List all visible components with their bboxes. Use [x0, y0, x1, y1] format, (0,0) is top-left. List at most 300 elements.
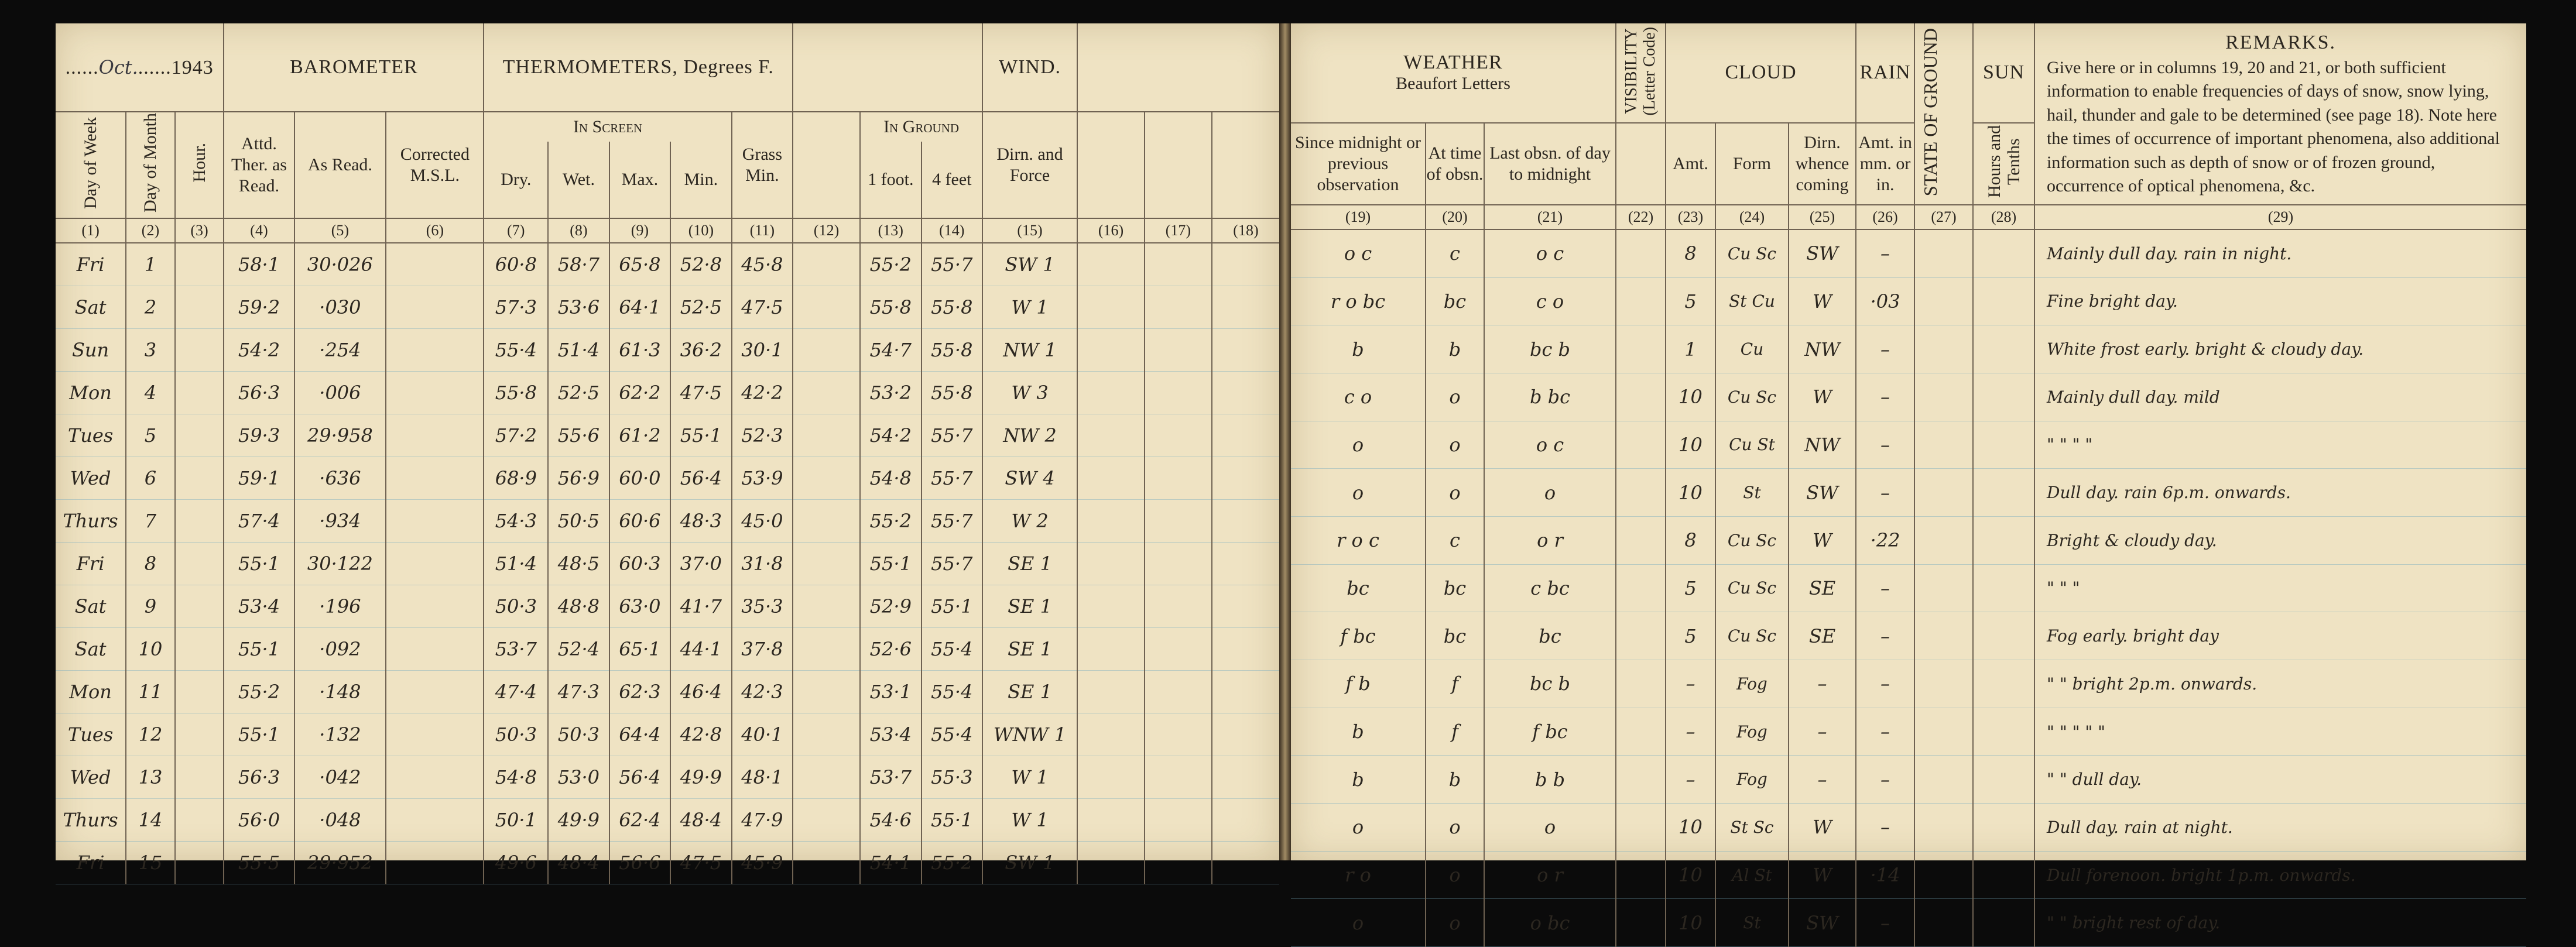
table-row — [1291, 564, 2526, 612]
max-cell: 61·2 — [609, 414, 670, 457]
weather-since-cell: r o — [1291, 851, 1426, 899]
wind-cell: W 1 — [982, 286, 1077, 329]
max-header: Max. — [609, 142, 670, 218]
table-row — [56, 457, 1279, 500]
grass-min-cell: 35·3 — [732, 585, 793, 628]
column-number: (11) — [732, 218, 793, 243]
hour-cell — [175, 671, 224, 713]
state-of-ground-cell — [1914, 421, 1973, 469]
col-16-cell — [1077, 756, 1145, 799]
ground-4feet-cell: 55·8 — [922, 329, 983, 372]
wet-header: Wet. — [548, 142, 609, 218]
remarks-cell: Mainly dull day. mild — [2034, 373, 2526, 421]
ground-4feet-cell: 55·3 — [922, 756, 983, 799]
day-of-month-cell: 3 — [126, 329, 175, 372]
ground-4feet-cell: 55·7 — [922, 457, 983, 500]
cloud-dirn-cell: W — [1789, 804, 1856, 852]
max-cell: 56·4 — [609, 756, 670, 799]
cloud-form-cell: Cu Sc — [1715, 373, 1789, 421]
day-of-month-cell: 1 — [126, 243, 175, 286]
visibility-cell — [1616, 756, 1666, 804]
remarks-cell: " " " " " — [2034, 708, 2526, 756]
weather-since-cell: f b — [1291, 660, 1426, 708]
month-entry: Oct. — [99, 56, 138, 78]
col-18-cell — [1212, 585, 1279, 628]
cloud-amt-cell: 10 — [1666, 373, 1715, 421]
ground-4feet-cell: 55·7 — [922, 500, 983, 543]
cloud-amt-cell: 10 — [1666, 899, 1715, 947]
min-cell: 37·0 — [670, 543, 731, 585]
grass-min-cell: 42·3 — [732, 671, 793, 713]
date-header: ......Oct.......1943 — [56, 23, 224, 112]
thermometers-header: THERMOMETERS, Degrees F. — [484, 23, 793, 112]
weather-since-cell: o — [1291, 899, 1426, 947]
column-number: (9) — [609, 218, 670, 243]
ground-1foot-cell: 55·2 — [860, 243, 921, 286]
table-row — [56, 756, 1279, 799]
dry-cell: 57·3 — [484, 286, 548, 329]
cloud-form-cell: Fog — [1715, 660, 1789, 708]
ground-4feet-header: 4 feet — [922, 142, 983, 218]
cloud-form-cell: Fog — [1715, 756, 1789, 804]
grass-min-cell: 42·2 — [732, 372, 793, 414]
state-of-ground-header: STATE OF GROUND — [1914, 23, 1973, 205]
table-row — [56, 414, 1279, 457]
grass-min-cell: 37·8 — [732, 628, 793, 671]
day-of-month-cell: 4 — [126, 372, 175, 414]
min-cell: 42·8 — [670, 713, 731, 756]
column-number: (20) — [1426, 205, 1484, 229]
col-16-cell — [1077, 628, 1145, 671]
right-register-table — [1291, 23, 2526, 947]
min-cell: 56·4 — [670, 457, 731, 500]
rain-amt-cell: – — [1856, 469, 1914, 517]
hour-cell — [175, 756, 224, 799]
wet-cell: 48·4 — [548, 842, 609, 884]
table-row — [56, 372, 1279, 414]
since-midnight-header: Since midnight or previous observation — [1291, 123, 1426, 205]
col-17-cell — [1145, 585, 1212, 628]
cloud-amt-cell: – — [1666, 756, 1715, 804]
weather-last-obs-cell: o c — [1484, 421, 1616, 469]
wind-cell: SE 1 — [982, 585, 1077, 628]
col-12-cell — [793, 457, 860, 500]
book-spine — [1279, 23, 1291, 860]
corrected-msl-cell — [386, 756, 484, 799]
sun-hours-cell — [1973, 277, 2034, 325]
state-of-ground-cell — [1914, 851, 1973, 899]
max-cell: 65·8 — [609, 243, 670, 286]
col-16-cell — [1077, 329, 1145, 372]
cloud-amt-cell: 5 — [1666, 564, 1715, 612]
visibility-cell — [1616, 229, 1666, 277]
weather-since-cell: o c — [1291, 229, 1426, 277]
day-of-week-header: Day of Week — [56, 112, 126, 218]
column-number: (1) — [56, 218, 126, 243]
sun-hours-cell — [1973, 804, 2034, 852]
day-of-month-cell: 8 — [126, 543, 175, 585]
weather-since-cell: b — [1291, 325, 1426, 373]
attd-ther-cell: 57·4 — [224, 500, 294, 543]
rain-amt-cell: – — [1856, 660, 1914, 708]
in-ground-header: In Ground — [860, 112, 982, 142]
column-number: (3) — [175, 218, 224, 243]
table-row — [1291, 708, 2526, 756]
attd-ther-cell: 59·1 — [224, 457, 294, 500]
wet-cell: 53·6 — [548, 286, 609, 329]
wind-cell: NW 2 — [982, 414, 1077, 457]
ground-4feet-cell: 55·7 — [922, 414, 983, 457]
barometer-read-cell: ·048 — [294, 799, 386, 842]
visibility-cell — [1616, 516, 1666, 564]
ground-4feet-cell: 55·8 — [922, 286, 983, 329]
min-header: Min. — [670, 142, 731, 218]
weather-at-time-cell: b — [1426, 325, 1484, 373]
cloud-amt-cell: 8 — [1666, 229, 1715, 277]
day-of-week-cell: Thurs — [56, 500, 126, 543]
col-12-cell — [793, 500, 860, 543]
remarks-cell: Fog early. bright day — [2034, 612, 2526, 660]
attd-ther-cell: 55·1 — [224, 543, 294, 585]
col-18-header — [1212, 112, 1279, 218]
grass-min-cell: 53·9 — [732, 457, 793, 500]
wind-cell: SE 1 — [982, 671, 1077, 713]
ground-1foot-cell: 53·7 — [860, 756, 921, 799]
in-screen-header: In Screen — [484, 112, 731, 142]
corrected-msl-cell — [386, 713, 484, 756]
remarks-cell: " " dull day. — [2034, 756, 2526, 804]
col-12-cell — [793, 671, 860, 713]
sun-hours-cell — [1973, 708, 2034, 756]
column-number: (15) — [982, 218, 1077, 243]
col-16-header — [1077, 112, 1145, 218]
ground-1foot-cell: 54·7 — [860, 329, 921, 372]
weather-at-time-cell: b — [1426, 756, 1484, 804]
cloud-form-cell: St Sc — [1715, 804, 1789, 852]
weather-header: WEATHER Beaufort Letters — [1291, 23, 1616, 123]
weather-at-time-cell: o — [1426, 373, 1484, 421]
grass-min-header: Grass Min. — [732, 112, 793, 218]
col-18-cell — [1212, 457, 1279, 500]
grass-min-cell: 40·1 — [732, 713, 793, 756]
column-number: (2) — [126, 218, 175, 243]
state-of-ground-cell — [1914, 756, 1973, 804]
barometer-read-cell: ·148 — [294, 671, 386, 713]
corrected-msl-cell — [386, 372, 484, 414]
cloud-form-cell: St — [1715, 469, 1789, 517]
dry-cell: 50·3 — [484, 713, 548, 756]
column-number: (18) — [1212, 218, 1279, 243]
ground-1foot-cell: 53·4 — [860, 713, 921, 756]
table-row — [1291, 469, 2526, 517]
remarks-cell: Dull forenoon. bright 1p.m. onwards. — [2034, 851, 2526, 899]
dry-cell: 47·4 — [484, 671, 548, 713]
sun-hours-cell — [1973, 564, 2034, 612]
weather-at-time-cell: f — [1426, 660, 1484, 708]
day-of-week-cell: Sat — [56, 585, 126, 628]
table-row — [56, 543, 1279, 585]
visibility-sub-header — [1616, 123, 1666, 205]
day-of-week-cell: Fri — [56, 243, 126, 286]
weather-since-cell: r o c — [1291, 516, 1426, 564]
dry-cell: 50·3 — [484, 585, 548, 628]
col-17-cell — [1145, 243, 1212, 286]
cloud-amt-cell: – — [1666, 708, 1715, 756]
column-number: (4) — [224, 218, 294, 243]
col-12-cell — [793, 329, 860, 372]
col-18-cell — [1212, 671, 1279, 713]
max-cell: 62·4 — [609, 799, 670, 842]
col-18-cell — [1212, 372, 1279, 414]
left-data-rows — [56, 243, 1279, 884]
corrected-msl-cell — [386, 799, 484, 842]
max-cell: 63·0 — [609, 585, 670, 628]
column-number: (21) — [1484, 205, 1616, 229]
cloud-form-cell: Cu Sc — [1715, 612, 1789, 660]
column-number: (23) — [1666, 205, 1715, 229]
corrected-msl-cell — [386, 414, 484, 457]
wet-cell: 51·4 — [548, 329, 609, 372]
dry-cell: 54·8 — [484, 756, 548, 799]
grass-min-cell: 30·1 — [732, 329, 793, 372]
min-cell: 52·8 — [670, 243, 731, 286]
col-16-cell — [1077, 243, 1145, 286]
attd-ther-cell: 58·1 — [224, 243, 294, 286]
col-12-cell — [793, 799, 860, 842]
wind-cell: WNW 1 — [982, 713, 1077, 756]
col-12-cell — [793, 286, 860, 329]
state-of-ground-cell — [1914, 277, 1973, 325]
weather-at-time-cell: o — [1426, 899, 1484, 947]
cloud-dirn-cell: NW — [1789, 325, 1856, 373]
table-row — [56, 243, 1279, 286]
min-cell: 41·7 — [670, 585, 731, 628]
corrected-msl-cell — [386, 286, 484, 329]
cloud-form-cell: Cu St — [1715, 421, 1789, 469]
weather-since-cell: f bc — [1291, 612, 1426, 660]
wet-cell: 47·3 — [548, 671, 609, 713]
day-of-week-cell: Wed — [56, 457, 126, 500]
weather-since-cell: r o bc — [1291, 277, 1426, 325]
visibility-cell — [1616, 708, 1666, 756]
wet-cell: 58·7 — [548, 243, 609, 286]
rain-amt-cell: – — [1856, 421, 1914, 469]
wet-cell: 50·5 — [548, 500, 609, 543]
corrected-msl-cell — [386, 671, 484, 713]
day-of-month-cell: 2 — [126, 286, 175, 329]
max-cell: 64·4 — [609, 713, 670, 756]
right-data-rows — [1291, 229, 2526, 947]
ground-1foot-cell: 52·6 — [860, 628, 921, 671]
cloud-amt-cell: 5 — [1666, 612, 1715, 660]
ground-4feet-cell: 55·2 — [922, 842, 983, 884]
col-18-cell — [1212, 500, 1279, 543]
column-number: (28) — [1973, 205, 2034, 229]
weather-last-obs-cell: f bc — [1484, 708, 1616, 756]
wind-cell: SE 1 — [982, 628, 1077, 671]
column-number: (7) — [484, 218, 548, 243]
weather-at-time-cell: o — [1426, 851, 1484, 899]
column-number: (10) — [670, 218, 731, 243]
col-12-header — [793, 112, 860, 218]
rain-amt-cell: – — [1856, 899, 1914, 947]
max-cell: 60·0 — [609, 457, 670, 500]
column-number: (19) — [1291, 205, 1426, 229]
day-of-month-header: Day of Month — [126, 112, 175, 218]
sun-hours-cell — [1973, 373, 2034, 421]
state-of-ground-cell — [1914, 564, 1973, 612]
weather-last-obs-cell: bc b — [1484, 325, 1616, 373]
barometer-read-cell: 29·952 — [294, 842, 386, 884]
weather-last-obs-cell: o bc — [1484, 899, 1616, 947]
col-18-cell — [1212, 543, 1279, 585]
column-number-row — [1291, 205, 2526, 229]
wind-cell: NW 1 — [982, 329, 1077, 372]
weather-at-time-cell: o — [1426, 469, 1484, 517]
as-read-header: As Read. — [294, 112, 386, 218]
attd-ther-cell: 55·1 — [224, 713, 294, 756]
cloud-dirn-cell: – — [1789, 708, 1856, 756]
wet-cell: 48·8 — [548, 585, 609, 628]
cloud-amt-cell: 10 — [1666, 851, 1715, 899]
cloud-dirn-cell: W — [1789, 851, 1856, 899]
max-cell: 64·1 — [609, 286, 670, 329]
col-12-cell — [793, 243, 860, 286]
col-16-cell — [1077, 585, 1145, 628]
col-16-cell — [1077, 457, 1145, 500]
dry-cell: 68·9 — [484, 457, 548, 500]
table-row — [1291, 660, 2526, 708]
day-of-week-cell: Fri — [56, 842, 126, 884]
col-16-cell — [1077, 713, 1145, 756]
cloud-amt-cell: 10 — [1666, 804, 1715, 852]
corrected-msl-header: Corrected M.S.L. — [386, 112, 484, 218]
left-page — [56, 23, 1279, 860]
wet-cell: 49·9 — [548, 799, 609, 842]
col-12-cell — [793, 414, 860, 457]
weather-last-obs-cell: b b — [1484, 756, 1616, 804]
hour-cell — [175, 713, 224, 756]
cloud-amt-cell: 8 — [1666, 516, 1715, 564]
corrected-msl-cell — [386, 585, 484, 628]
col-17-cell — [1145, 372, 1212, 414]
rain-amt-cell: – — [1856, 564, 1914, 612]
col-18-cell — [1212, 329, 1279, 372]
weather-at-time-cell: c — [1426, 516, 1484, 564]
cloud-dirn-cell: – — [1789, 660, 1856, 708]
remarks-instructions: Give here or in columns 19, 20 and 21, or both sufficient information to enable frequencies of days of snow, snow lying, hail, thunder and gale to be determined (see page 18). Note here the times of occurrence of important phenomena, also additional information such as depth of snow or of frozen ground, occurrence of optical phenomena, &c. — [2047, 58, 2500, 196]
barometer-read-cell: ·006 — [294, 372, 386, 414]
weather-at-time-cell: c — [1426, 229, 1484, 277]
col-16-cell — [1077, 671, 1145, 713]
column-number: (27) — [1914, 205, 1973, 229]
col-17-cell — [1145, 500, 1212, 543]
visibility-cell — [1616, 421, 1666, 469]
wet-cell: 50·3 — [548, 713, 609, 756]
cloud-form-cell: Cu Sc — [1715, 516, 1789, 564]
min-cell: 47·5 — [670, 372, 731, 414]
col-18-cell — [1212, 756, 1279, 799]
column-number: (12) — [793, 218, 860, 243]
corrected-msl-cell — [386, 243, 484, 286]
col-17-cell — [1145, 628, 1212, 671]
ground-4feet-cell: 55·4 — [922, 628, 983, 671]
dry-cell: 51·4 — [484, 543, 548, 585]
weather-since-cell: c o — [1291, 373, 1426, 421]
weather-last-obs-cell: bc b — [1484, 660, 1616, 708]
hour-cell — [175, 414, 224, 457]
ground-1foot-cell: 53·2 — [860, 372, 921, 414]
sun-hours-cell — [1973, 229, 2034, 277]
visibility-cell — [1616, 804, 1666, 852]
rain-header: RAIN — [1856, 23, 1914, 123]
col-16-cell — [1077, 372, 1145, 414]
ground-1foot-cell: 52·9 — [860, 585, 921, 628]
wet-cell: 56·9 — [548, 457, 609, 500]
attd-ther-cell: 55·2 — [224, 671, 294, 713]
min-cell: 48·3 — [670, 500, 731, 543]
weather-since-cell: o — [1291, 804, 1426, 852]
ground-1foot-cell: 55·8 — [860, 286, 921, 329]
col-16-cell — [1077, 414, 1145, 457]
hour-cell — [175, 457, 224, 500]
wind-cell: W 3 — [982, 372, 1077, 414]
day-of-week-cell: Tues — [56, 713, 126, 756]
col-17-cell — [1145, 713, 1212, 756]
year-label: ......1943 — [138, 57, 214, 78]
left-filler-row — [56, 884, 1279, 885]
visibility-cell — [1616, 325, 1666, 373]
rain-amt-cell: – — [1856, 229, 1914, 277]
day-of-month-cell: 10 — [126, 628, 175, 671]
remarks-cell: Bright & cloudy day. — [2034, 516, 2526, 564]
cloud-form-cell: Fog — [1715, 708, 1789, 756]
grass-min-cell: 45·0 — [732, 500, 793, 543]
wind-cell: SW 4 — [982, 457, 1077, 500]
col-18-cell — [1212, 286, 1279, 329]
barometer-read-cell: 30·026 — [294, 243, 386, 286]
attd-ther-header: Attd. Ther. as Read. — [224, 112, 294, 218]
barometer-read-cell: ·196 — [294, 585, 386, 628]
weather-since-cell: b — [1291, 708, 1426, 756]
remarks-cell: White frost early. bright & cloudy day. — [2034, 325, 2526, 373]
weather-since-cell: o — [1291, 421, 1426, 469]
rain-amt-cell: ·22 — [1856, 516, 1914, 564]
wet-cell: 55·6 — [548, 414, 609, 457]
col-17-cell — [1145, 286, 1212, 329]
cloud-dirn-cell: – — [1789, 756, 1856, 804]
column-number: (29) — [2034, 205, 2526, 229]
weather-since-cell: bc — [1291, 564, 1426, 612]
wind-dirn-force-header: Dirn. and Force — [982, 112, 1077, 218]
grass-min-cell: 48·1 — [732, 756, 793, 799]
rain-amt-cell: – — [1856, 325, 1914, 373]
rain-amt-cell: – — [1856, 612, 1914, 660]
rain-amt-cell: – — [1856, 708, 1914, 756]
corrected-msl-cell — [386, 628, 484, 671]
cloud-dirn-cell: SW — [1789, 229, 1856, 277]
visibility-cell — [1616, 564, 1666, 612]
sun-hours-cell — [1973, 516, 2034, 564]
sun-hours-cell — [1973, 469, 2034, 517]
day-of-month-cell: 12 — [126, 713, 175, 756]
hour-cell — [175, 500, 224, 543]
cloud-dirn-cell: SW — [1789, 469, 1856, 517]
column-number: (17) — [1145, 218, 1212, 243]
cloud-amt-cell: 10 — [1666, 421, 1715, 469]
rain-amt-cell: ·14 — [1856, 851, 1914, 899]
hour-cell — [175, 543, 224, 585]
